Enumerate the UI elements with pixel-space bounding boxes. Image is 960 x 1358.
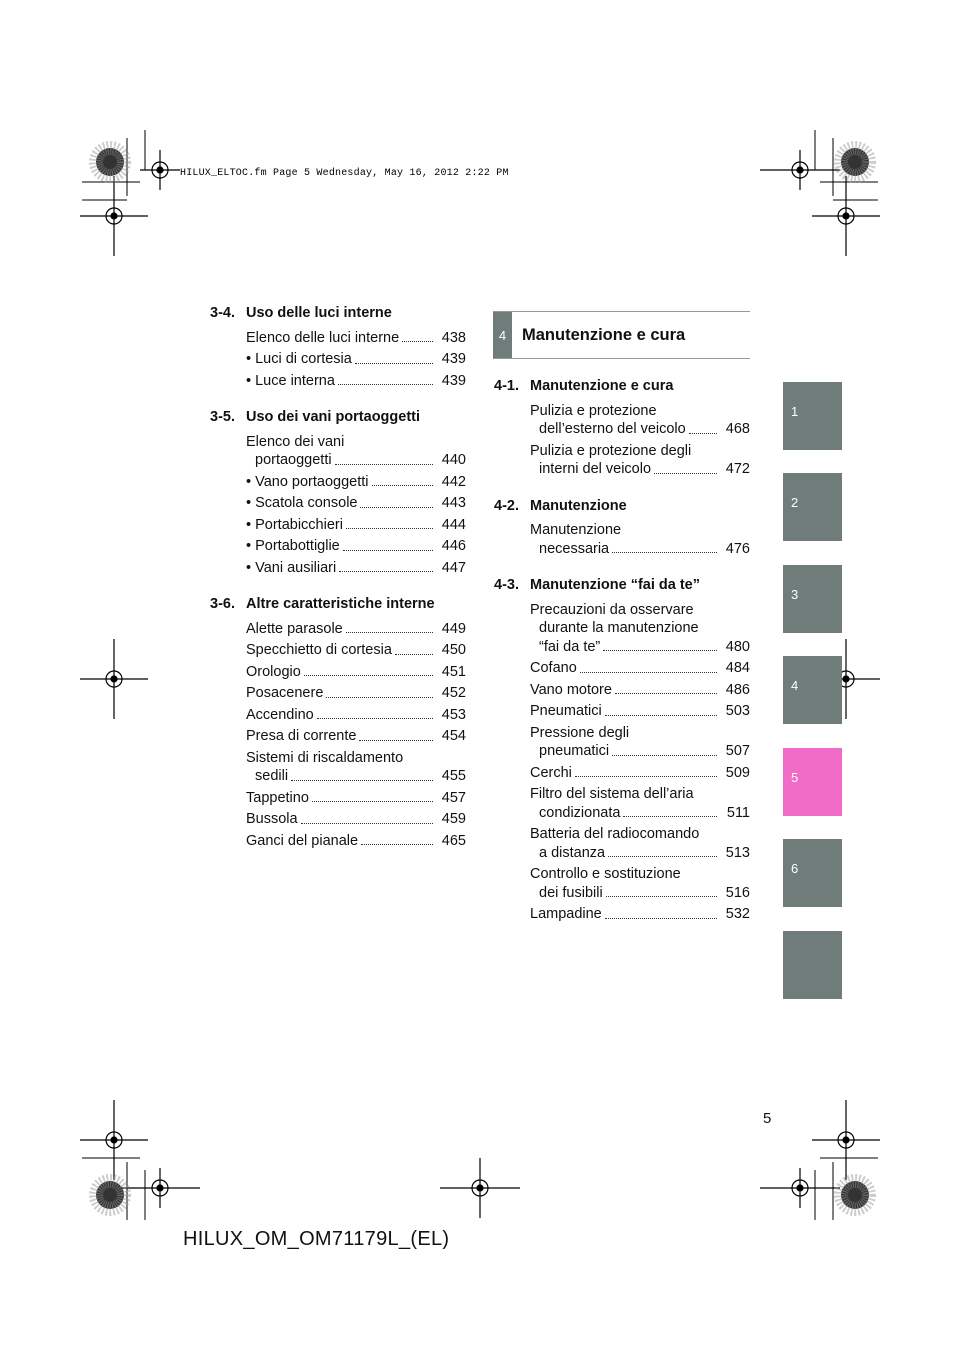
entry-text: • Portabottiglie: [246, 538, 340, 554]
entry-text: • Portabicchieri: [246, 516, 343, 533]
dot-leader: [343, 550, 433, 551]
toc-entry[interactable]: [246, 473, 466, 492]
toc-entry[interactable]: [246, 559, 466, 578]
section-number: 4-3.: [494, 577, 519, 593]
entry-text: Pulizia e protezione degli: [530, 442, 692, 459]
toc-entry[interactable]: [246, 749, 466, 786]
entry-text: Accendino: [246, 706, 314, 723]
page-ref: 438: [441, 329, 466, 346]
page-ref: 513: [725, 844, 750, 861]
toc-entry[interactable]: [246, 684, 466, 703]
toc-entry[interactable]: [246, 372, 466, 391]
entry-text: Elenco dei vani: [246, 433, 345, 450]
toc-entry[interactable]: [246, 516, 466, 535]
entry-text: Ganci del pianale: [246, 832, 359, 849]
toc-entry[interactable]: [530, 785, 750, 822]
toc-entry[interactable]: [246, 706, 466, 725]
section-number: 3-4.: [210, 305, 235, 321]
page-ref: 439: [441, 351, 466, 367]
entry-text: Tappetino: [246, 789, 309, 806]
toc-entry[interactable]: [246, 641, 466, 660]
chapter-tab-3[interactable]: [783, 565, 842, 633]
toc-entry[interactable]: [246, 620, 466, 639]
dot-leader: [654, 473, 717, 474]
entry-text: Cerchi: [530, 764, 572, 781]
entry-text: Controllo e sostituzione: [530, 866, 681, 882]
section-number: 3-6.: [210, 596, 235, 612]
toc-entry[interactable]: [530, 724, 750, 761]
toc-entry[interactable]: [246, 832, 466, 851]
chapter-tab-label: 1: [791, 404, 799, 419]
chapter-tab-4[interactable]: [783, 656, 842, 724]
entry-text: • Luce interna: [246, 372, 335, 389]
dot-leader: [605, 715, 717, 716]
entry-text: Specchietto di cortesia: [246, 642, 392, 658]
chapter-tab-label: 3: [791, 587, 799, 602]
entry-text: Bussola: [246, 811, 298, 827]
entry-text: Orologio: [246, 663, 301, 680]
dot-leader: [338, 384, 433, 385]
dot-leader: [395, 654, 433, 655]
dot-leader: [612, 552, 717, 553]
entry-text: Alette parasole: [246, 620, 343, 637]
toc-section: [210, 595, 466, 850]
entry-text: Vano motore: [530, 681, 612, 698]
dot-leader: [360, 507, 433, 508]
toc-entry[interactable]: [530, 681, 750, 700]
entry-text: Precauzioni da osservare: [530, 601, 694, 618]
toc-section: [210, 304, 466, 390]
entry-text: • Vano portaoggetti: [246, 473, 369, 490]
entry-text: Posacenere: [246, 685, 324, 701]
page-ref: 439: [441, 372, 466, 389]
entry-text: a distanza: [539, 844, 606, 861]
section-title: Manutenzione “fai da te”: [530, 577, 700, 593]
dot-leader: [301, 823, 433, 824]
section-title: Manutenzione e cura: [530, 378, 674, 394]
toc-entry[interactable]: [246, 663, 466, 682]
toc-entry[interactable]: [246, 329, 466, 348]
page-ref: 459: [441, 811, 466, 827]
entry-text: necessaria: [539, 540, 610, 557]
chapter-tab-label: 5: [791, 770, 799, 785]
section-heading: [210, 595, 466, 614]
page-ref: 476: [725, 540, 750, 557]
page-ref: 444: [441, 516, 466, 533]
page-ref: 453: [441, 706, 466, 723]
dot-leader: [372, 485, 433, 486]
entry-text: portaoggetti: [255, 452, 332, 468]
toc-entry[interactable]: [246, 810, 466, 829]
chapter-tab-label: 6: [791, 861, 799, 876]
dot-leader: [317, 718, 433, 719]
page-ref: 532: [725, 906, 750, 922]
page-ref: 446: [441, 538, 466, 554]
chapter-tab-label: 4: [791, 678, 799, 693]
dot-leader: [689, 433, 717, 434]
page-ref: 480: [725, 638, 750, 655]
entry-text: Lampadine: [530, 906, 602, 922]
page-ref: 516: [725, 884, 750, 901]
chapter-tab-2[interactable]: [783, 473, 842, 541]
page-ref: 507: [725, 743, 750, 759]
section-heading: [494, 377, 750, 396]
chapter-title: Manutenzione e cura: [522, 325, 686, 344]
section-title: Uso delle luci interne: [246, 305, 392, 321]
toc-left-column: [210, 304, 466, 868]
toc-section: [494, 576, 750, 924]
chapter-header: [493, 311, 750, 359]
entry-text: Elenco delle luci interne: [246, 329, 400, 346]
page-ref: 442: [441, 473, 466, 490]
dot-leader: [361, 844, 433, 845]
dot-leader: [346, 528, 433, 529]
page-ref: 509: [725, 764, 750, 781]
entry-text: dei fusibili: [539, 884, 603, 901]
page-ref: 450: [441, 642, 466, 658]
entry-text: Sistemi di riscaldamento: [246, 749, 404, 766]
page-number: 5: [763, 1110, 772, 1127]
page-ref: 486: [725, 681, 750, 698]
page-ref: 443: [441, 495, 466, 511]
chapter-tab-label: 2: [791, 495, 799, 510]
page-ref: 455: [441, 768, 466, 784]
toc-section: [494, 377, 750, 479]
toc-entry[interactable]: [530, 521, 750, 558]
page-ref: 451: [441, 663, 466, 680]
section-heading: [494, 497, 750, 516]
entry-text: Batteria del radiocomando: [530, 826, 700, 842]
toc-entry[interactable]: [530, 702, 750, 721]
toc-section: [494, 497, 750, 559]
toc-right-column: [494, 377, 750, 942]
page-ref: 468: [725, 421, 750, 437]
toc-entry[interactable]: [246, 494, 466, 513]
toc-entry[interactable]: [246, 789, 466, 808]
toc-entry[interactable]: [530, 601, 750, 657]
section-title: Manutenzione: [530, 497, 627, 514]
chapter-tab-1[interactable]: [783, 382, 842, 450]
dot-leader: [580, 672, 717, 673]
toc-entry[interactable]: [530, 825, 750, 862]
section-title: Altre caratteristiche interne: [246, 596, 435, 612]
dot-leader: [612, 755, 717, 756]
entry-text: • Scatola console: [246, 495, 358, 511]
chapter-tab-5[interactable]: [783, 748, 842, 816]
entry-text: sedili: [255, 768, 289, 784]
page-ref: 484: [725, 660, 750, 676]
page-ref: 465: [441, 832, 466, 849]
dot-leader: [291, 780, 433, 781]
page-ref: 440: [441, 452, 466, 468]
entry-text: Presa di corrente: [246, 728, 357, 744]
file-header-stamp: HILUX_ELTOC.fm Page 5 Wednesday, May 16, 2012 2:22 PM: [180, 168, 509, 179]
page-ref: 454: [441, 728, 466, 744]
dot-leader: [326, 697, 433, 698]
section-heading: [210, 304, 466, 323]
toc-entry[interactable]: [246, 350, 466, 369]
dot-leader: [402, 341, 433, 342]
toc-entry[interactable]: [530, 764, 750, 783]
page-ref: 457: [441, 789, 466, 806]
dot-leader: [304, 675, 433, 676]
toc-section: [210, 408, 466, 577]
entry-text: • Luci di cortesia: [246, 351, 352, 367]
dot-leader: [355, 363, 433, 364]
entry-text: durante la manutenzione: [539, 620, 699, 636]
entry-text: interni del veicolo: [539, 461, 652, 477]
entry-text: dell’esterno del veicolo: [539, 421, 686, 437]
document-code: HILUX_OM_OM71179L_(EL): [183, 1228, 450, 1250]
dot-leader: [623, 816, 717, 817]
entry-text: Pressione degli: [530, 724, 630, 741]
page-ref: 503: [725, 703, 750, 719]
entry-text: “fai da te”: [539, 638, 601, 655]
entry-text: Pulizia e protezione: [530, 402, 657, 419]
section-heading: [494, 576, 750, 595]
dot-leader: [346, 632, 433, 633]
dot-leader: [339, 571, 433, 572]
section-number: 3-5.: [210, 409, 235, 425]
toc-entry[interactable]: [530, 442, 750, 479]
dot-leader: [335, 464, 433, 465]
chapter-tab-6[interactable]: [783, 839, 842, 907]
entry-text: Cofano: [530, 660, 577, 676]
dot-leader: [603, 650, 717, 651]
toc-entry[interactable]: [530, 905, 750, 924]
toc-entry[interactable]: [246, 433, 466, 470]
toc-entry[interactable]: [246, 537, 466, 556]
toc-entry[interactable]: [530, 402, 750, 439]
entry-text: pneumatici: [539, 743, 610, 759]
page-ref: 452: [441, 685, 466, 701]
dot-leader: [575, 776, 717, 777]
dot-leader: [312, 801, 433, 802]
entry-text: Manutenzione: [530, 522, 622, 538]
section-number: 4-2.: [494, 497, 519, 514]
entry-text: Pneumatici: [530, 703, 602, 719]
toc-entry[interactable]: [246, 727, 466, 746]
dot-leader: [615, 693, 717, 694]
page-ref: 472: [725, 461, 750, 477]
dot-leader: [359, 740, 433, 741]
section-heading: [210, 408, 466, 427]
page-ref: 447: [441, 559, 466, 576]
entry-text: • Vani ausiliari: [246, 559, 337, 576]
dot-leader: [605, 918, 717, 919]
entry-text: condizionata: [539, 804, 621, 821]
chapter-number: 4: [493, 312, 512, 358]
toc-entry[interactable]: [530, 865, 750, 902]
dot-leader: [606, 896, 717, 897]
page-ref: 511: [726, 804, 750, 821]
page-ref: 449: [441, 620, 466, 637]
chapter-tab-index[interactable]: [783, 931, 842, 999]
dot-leader: [608, 856, 717, 857]
section-title: Uso dei vani portaoggetti: [246, 409, 421, 425]
section-number: 4-1.: [494, 378, 519, 394]
entry-text: Filtro del sistema dell’aria: [530, 786, 694, 802]
toc-entry[interactable]: [530, 659, 750, 678]
